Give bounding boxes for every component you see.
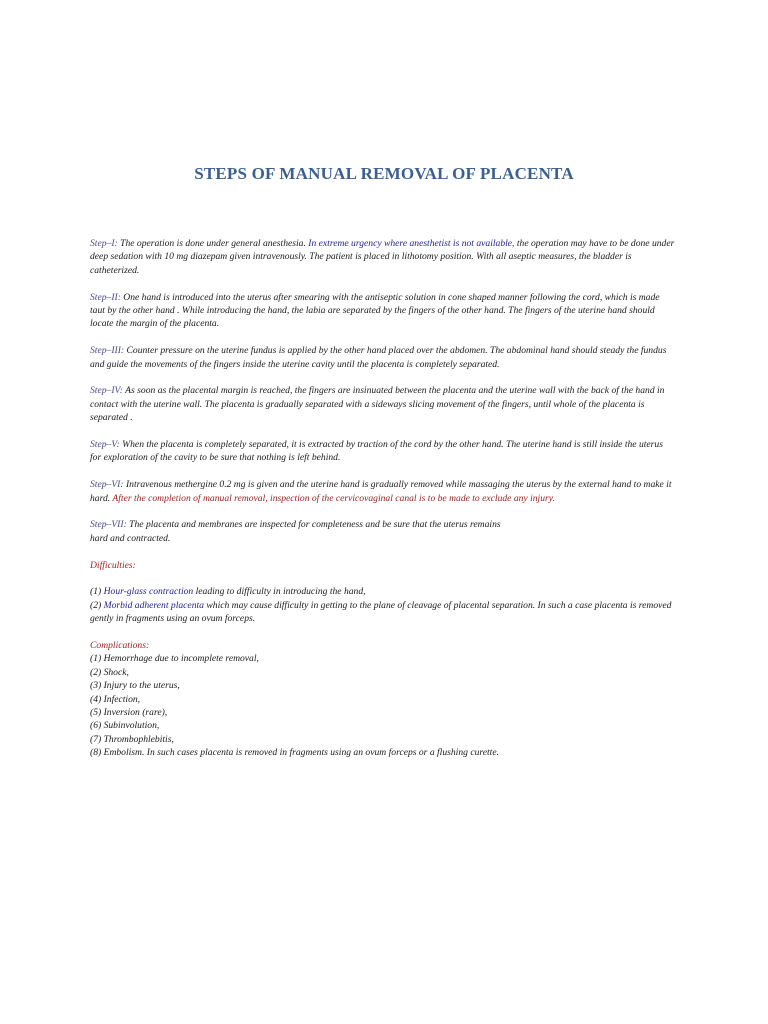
step-4-label: Step–IV: — [90, 385, 123, 397]
difficulty-2-text: which may cause difficulty in getting to the plane of cleavage of placental separation. In such a case placenta is removed gently in fragments using an ovum forceps. — [90, 599, 672, 625]
complication-item: (6) Subinvolution, — [90, 720, 160, 732]
difficulty-item-2 — [90, 599, 676, 626]
step-2-paragraph — [90, 291, 676, 331]
step-1-emphasis: In extreme urgency where anesthetist is not available, — [308, 238, 515, 249]
page-title: STEPS OF MANUAL REMOVAL OF PLACENTA — [194, 164, 574, 183]
complication-item: (5) Inversion (rare), — [90, 707, 168, 719]
step-1-text: The operation is done under general anesthesia. — [117, 238, 309, 249]
step-3-paragraph — [90, 344, 676, 371]
step-1-paragraph — [90, 237, 676, 277]
step-3-text: Counter pressure on the uterine fundus is applied by the other hand placed over the abdomen. The abdominal hand should steady the fundus and guide the movements of the fingers inside the uterine cavity until the placenta is completely separated. — [90, 345, 667, 370]
complication-item: (8) Embolism. In such cases placenta is removed in fragments using an ovum forceps or a flushing curette. — [90, 747, 500, 759]
step-3-label: Step–III: — [90, 345, 125, 357]
difficulty-1-text: leading to difficulty in introducing the hand, — [193, 586, 366, 598]
step-1-text-cont: the operation may have to be done under deep sedation with 10 mg diazepam given intravenously. The patient is placed in lithotomy position. With all aseptic measures, the bladder is catheterized. — [90, 238, 675, 276]
complication-item: (4) Infection, — [90, 693, 141, 705]
step-5-paragraph — [90, 438, 676, 465]
step-6-paragraph — [90, 478, 676, 505]
difficulty-1-number: (1) — [90, 586, 104, 598]
difficulties-list — [90, 585, 676, 625]
step-6-emphasis: After the completion of manual removal, inspection of the cervicovaginal canal is to be made to exclude any injury. — [112, 492, 555, 504]
step-5-label: Step–V: — [90, 439, 120, 451]
step-2-label: Step–II: — [90, 291, 121, 303]
difficulty-1-term: Hour-glass contraction — [103, 586, 194, 598]
difficulty-2-number: (2) — [90, 599, 104, 611]
difficulties-heading: Difficulties: — [90, 559, 136, 571]
difficulty-2-term: Morbid adherent placenta — [103, 599, 204, 611]
step-5-text: When the placenta is completely separated, it is extracted by traction of the cord by the other hand. The uterine hand is still inside the uterus for exploration of the cavity to be sure that nothing is left behind. — [90, 439, 663, 464]
step-6-text: Intravenous methergine 0.2 mg is given and the uterine hand is gradually removed while massaging the uterus by the external hand to make it hard. — [90, 479, 672, 504]
complications-list — [90, 652, 676, 759]
complications-heading: Complications: — [90, 640, 150, 652]
complication-item: (3) Injury to the uterus, — [90, 680, 180, 692]
step-7-paragraph — [90, 518, 676, 545]
step-6-label: Step–VI: — [90, 479, 124, 491]
complication-item: (2) Shock, — [90, 666, 129, 678]
document-body — [90, 237, 676, 760]
difficulty-item-1 — [90, 585, 676, 598]
step-1-label: Step–I: — [90, 238, 118, 249]
step-4-text: As soon as the placental margin is reached, the fingers are insinuated between the placenta and the uterine wall with the back of the hand in contact with the uterine wall. The placenta is gradually separated with a sideways slicing movement of the fingers, until whole of the placenta is separated . — [90, 385, 665, 424]
complication-item: (1) Hemorrhage due to incomplete removal, — [90, 653, 259, 665]
step-7-text: The placenta and membranes are inspected for completeness and be sure that the uterus remains — [126, 519, 501, 531]
step-4-paragraph — [90, 384, 676, 424]
step-2-text: One hand is introduced into the uterus after smearing with the antiseptic solution in cone shaped manner following the cord, which is made taut by the other hand . While introducing the hand, the labia are separated by the fingers of the other hand. The fingers of the uterine hand should locate the margin of the placenta. — [90, 291, 660, 330]
step-7-text-cont: hard and contracted. — [90, 532, 171, 544]
complication-item: (7) Thrombophlebitis, — [90, 733, 174, 745]
step-7-label: Step–VII: — [90, 519, 127, 531]
